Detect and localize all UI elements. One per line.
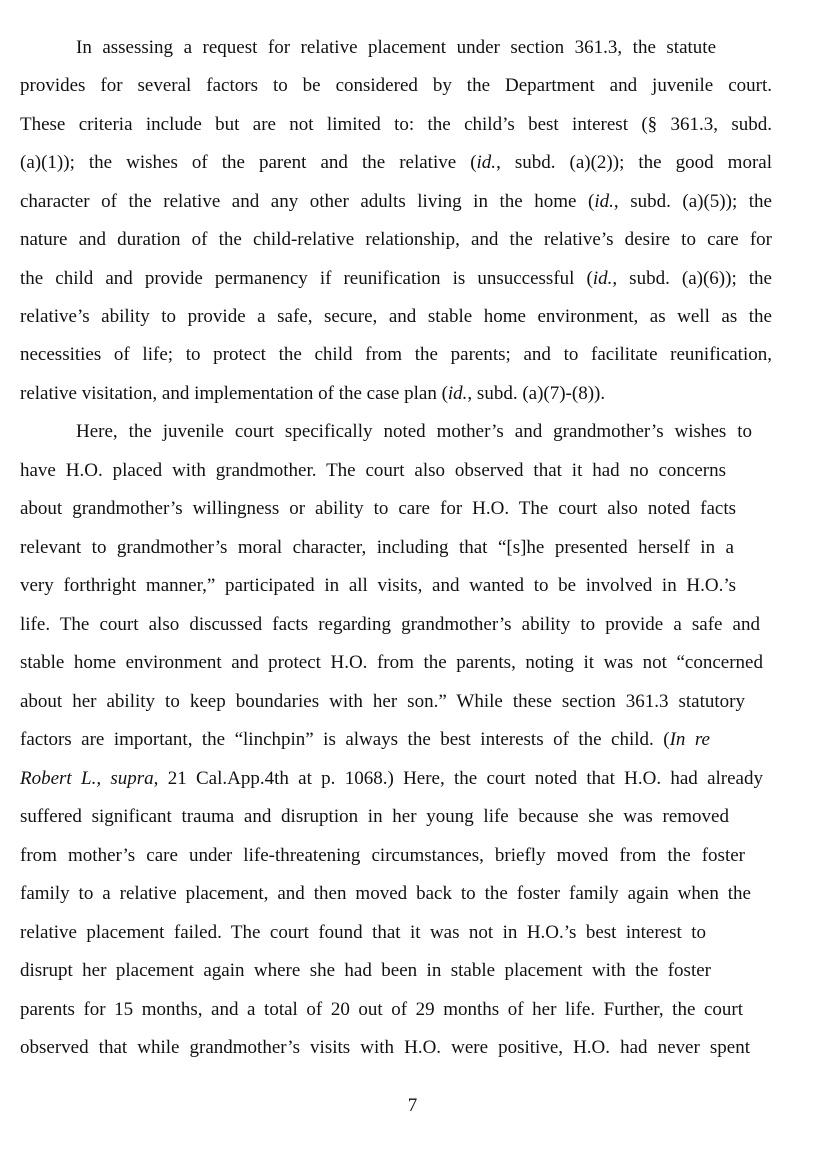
text-line xyxy=(20,536,734,560)
text-segment: factors are important, the “linchpin” is always the best interests of the child. ( xyxy=(20,729,670,750)
text-segment: very forthright manner,” participated in all visits, and wanted to be involved in H.O.’s xyxy=(20,575,736,596)
text-line xyxy=(20,74,772,98)
text-segment: Here, the juvenile court specifically noted mother’s and grandmother’s wishes to xyxy=(76,421,752,442)
citation-italic: id. xyxy=(594,191,614,212)
text-segment: about her ability to keep boundaries with her son.” While these section 361.3 statutory xyxy=(20,691,745,712)
text-line xyxy=(76,420,752,444)
text-line xyxy=(20,382,772,406)
text-line xyxy=(20,882,751,906)
text-line xyxy=(20,343,772,367)
text-segment: nature and duration of the child-relative relationship, and the relative’s desire to care for xyxy=(20,229,772,250)
text-line xyxy=(20,459,726,483)
text-segment: , subd. (a)(6)); the xyxy=(612,268,772,289)
text-line xyxy=(20,728,710,752)
text-segment: , 21 Cal.App.4th at p. 1068.) Here, the court noted that H.O. had already xyxy=(153,768,763,789)
text-segment: stable home environment and protect H.O. from the parents, noting it was not “concerned xyxy=(20,652,763,673)
text-segment: observed that while grandmother’s visits with H.O. were positive, H.O. had never spent xyxy=(20,1037,750,1058)
text-line xyxy=(20,998,743,1022)
text-line xyxy=(20,151,772,175)
citation-italic: id. xyxy=(476,152,497,173)
citation-italic: In re xyxy=(669,729,710,750)
text-segment: relative visitation, and implementation of the case plan ( xyxy=(20,383,448,404)
text-line xyxy=(20,921,706,945)
citation-italic: id. xyxy=(447,383,468,404)
text-line xyxy=(20,305,772,329)
text-segment: (a)(1)); the wishes of the parent and the relative ( xyxy=(20,152,477,173)
text-segment: suffered significant trauma and disruption in her young life because she was removed xyxy=(20,806,729,827)
text-segment: have H.O. placed with grandmother. The court also observed that it had no concerns xyxy=(20,460,726,481)
text-segment: provides for several factors to be considered by the Department and juvenile court. xyxy=(20,75,772,96)
text-segment: , subd. (a)(2)); the good moral xyxy=(496,152,772,173)
text-segment: In assessing a request for relative placement under section 361.3, the statute xyxy=(76,37,716,58)
text-segment: necessities of life; to protect the child from the parents; and to facilitate reunification, xyxy=(20,344,772,365)
text-line xyxy=(20,1036,750,1060)
text-segment: the child and provide permanency if reunification is unsuccessful ( xyxy=(20,268,593,289)
citation-italic: id. xyxy=(592,268,613,289)
text-segment: relative’s ability to provide a safe, secure, and stable home environment, as well as the xyxy=(20,306,772,327)
text-line xyxy=(20,113,772,137)
text-line xyxy=(20,959,711,983)
text-segment: parents for 15 months, and a total of 20 out of 29 months of her life. Further, the court xyxy=(20,999,743,1020)
text-line xyxy=(20,651,763,675)
text-line xyxy=(20,497,736,521)
text-segment: from mother’s care under life-threatening circumstances, briefly moved from the foster xyxy=(20,845,745,866)
text-line xyxy=(20,190,772,214)
text-line xyxy=(20,690,745,714)
text-segment: relevant to grandmother’s moral character, including that “[s]he presented herself in a xyxy=(20,537,734,558)
citation-italic: Robert L., supra xyxy=(20,768,154,789)
text-segment: character of the relative and any other adults living in the home ( xyxy=(20,191,595,212)
text-line xyxy=(20,844,745,868)
text-segment: disrupt her placement again where she had been in stable placement with the foster xyxy=(20,960,711,981)
text-line xyxy=(20,767,763,791)
text-line xyxy=(76,36,716,60)
text-segment: life. The court also discussed facts regarding grandmother’s ability to provide a safe and xyxy=(20,614,760,635)
text-line xyxy=(20,805,729,829)
text-line xyxy=(20,613,760,637)
text-segment: These criteria include but are not limited to: the child’s best interest (§ 361.3, subd. xyxy=(20,114,772,135)
text-segment: about grandmother’s willingness or ability to care for H.O. The court also noted facts xyxy=(20,498,736,519)
text-segment: , subd. (a)(7)-(8)). xyxy=(467,383,606,404)
page-number: 7 xyxy=(407,1095,418,1116)
text-line xyxy=(20,228,772,252)
text-line xyxy=(20,267,772,291)
text-segment: relative placement failed. The court found that it was not in H.O.’s best interest to xyxy=(20,922,706,943)
text-segment: family to a relative placement, and then moved back to the foster family again when the xyxy=(20,883,751,904)
text-segment: , subd. (a)(5)); the xyxy=(613,191,772,212)
text-line xyxy=(20,574,736,598)
